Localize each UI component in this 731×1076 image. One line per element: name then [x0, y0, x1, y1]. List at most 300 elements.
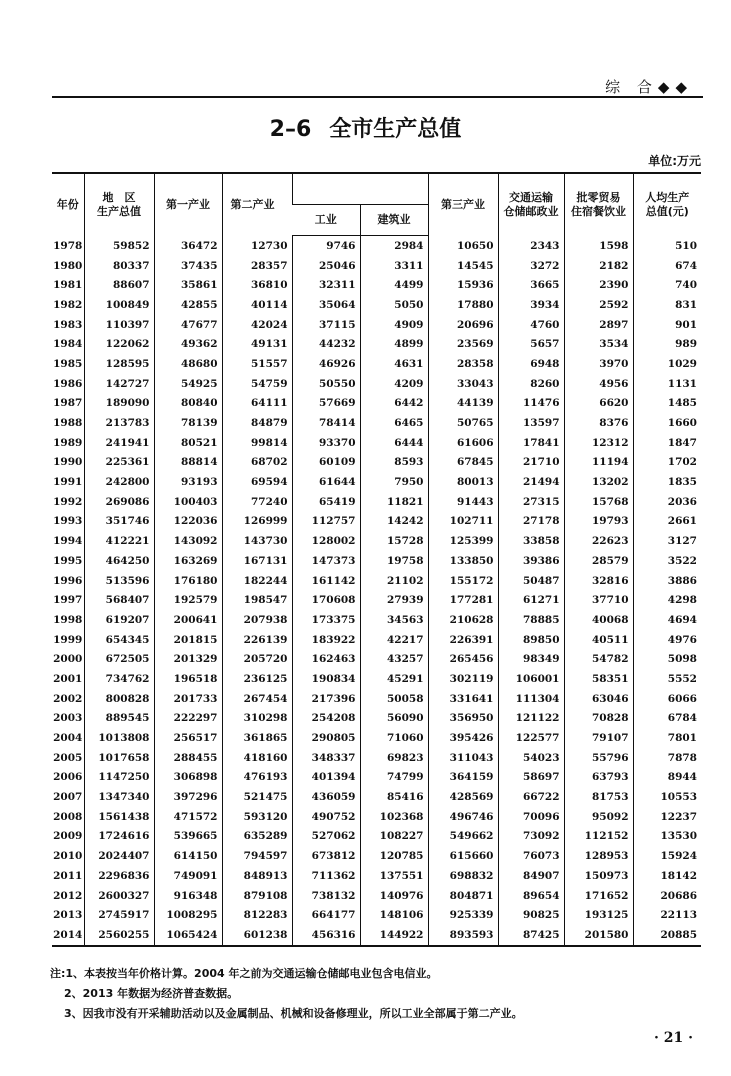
- value-cell: 6784: [633, 709, 701, 729]
- value-cell: 310298: [222, 709, 292, 729]
- value-cell: 45291: [360, 669, 428, 689]
- value-cell: 40511: [564, 630, 633, 650]
- value-cell: 711362: [292, 866, 360, 886]
- value-cell: 50765: [428, 413, 498, 433]
- col-construction: 建筑业: [360, 205, 428, 236]
- value-cell: 207938: [222, 610, 292, 630]
- value-cell: 889545: [84, 709, 154, 729]
- value-cell: 306898: [154, 768, 222, 788]
- value-cell: 225361: [84, 453, 154, 473]
- value-cell: 89850: [498, 630, 564, 650]
- year-cell: 1991: [53, 476, 83, 489]
- value-cell: 302119: [428, 669, 498, 689]
- value-cell: 654345: [84, 630, 154, 650]
- value-cell: 142727: [84, 374, 154, 394]
- value-cell: 738132: [292, 886, 360, 906]
- value-cell: 1724616: [84, 827, 154, 847]
- value-cell: 80840: [154, 394, 222, 414]
- value-cell: 210628: [428, 610, 498, 630]
- value-cell: 14545: [428, 256, 498, 276]
- value-cell: 226139: [222, 630, 292, 650]
- value-cell: 176180: [154, 571, 222, 591]
- value-cell: 196518: [154, 669, 222, 689]
- table-row: [52, 649, 701, 669]
- value-cell: 6465: [360, 413, 428, 433]
- year-cell: 1984: [53, 338, 83, 351]
- value-cell: 471572: [154, 807, 222, 827]
- value-cell: 1065424: [154, 925, 222, 946]
- value-cell: 22623: [564, 531, 633, 551]
- value-cell: 241941: [84, 433, 154, 453]
- table-row: [52, 925, 701, 946]
- value-cell: 916348: [154, 886, 222, 906]
- value-cell: 48680: [154, 354, 222, 374]
- table-row: [52, 905, 701, 925]
- value-cell: 311043: [428, 748, 498, 768]
- value-cell: 401394: [292, 768, 360, 788]
- value-cell: 140976: [360, 886, 428, 906]
- value-cell: 173375: [292, 610, 360, 630]
- table-row: [52, 453, 701, 473]
- value-cell: 28579: [564, 551, 633, 571]
- value-cell: 331641: [428, 689, 498, 709]
- value-cell: 8593: [360, 453, 428, 473]
- value-cell: 3272: [498, 256, 564, 276]
- value-cell: 201733: [154, 689, 222, 709]
- value-cell: 11194: [564, 453, 633, 473]
- value-cell: 5098: [633, 649, 701, 669]
- value-cell: 7950: [360, 472, 428, 492]
- value-cell: 2897: [564, 315, 633, 335]
- value-cell: 288455: [154, 748, 222, 768]
- value-cell: 143092: [154, 531, 222, 551]
- year-cell: 1994: [53, 535, 83, 548]
- value-cell: 348337: [292, 748, 360, 768]
- value-cell: 177281: [428, 590, 498, 610]
- year-cell: 1990: [53, 456, 83, 469]
- value-cell: 133850: [428, 551, 498, 571]
- value-cell: 78414: [292, 413, 360, 433]
- value-cell: 192579: [154, 590, 222, 610]
- value-cell: 1017658: [84, 748, 154, 768]
- value-cell: 4956: [564, 374, 633, 394]
- year-cell: 2010: [53, 850, 83, 863]
- value-cell: 84907: [498, 866, 564, 886]
- year-cell: 2006: [53, 771, 83, 784]
- value-cell: 182244: [222, 571, 292, 591]
- footnote: 3、因我市没有开采辅助活动以及金属制品、机械和设备修理业，所以工业全部属于第二产业。: [64, 1007, 523, 1020]
- value-cell: 1561438: [84, 807, 154, 827]
- value-cell: 27939: [360, 590, 428, 610]
- value-cell: 93193: [154, 472, 222, 492]
- value-cell: 2343: [498, 236, 564, 256]
- year-cell: 2013: [53, 909, 83, 922]
- value-cell: 17880: [428, 295, 498, 315]
- value-cell: 496746: [428, 807, 498, 827]
- value-cell: 20696: [428, 315, 498, 335]
- year-cell: 2005: [53, 751, 83, 764]
- value-cell: 78885: [498, 610, 564, 630]
- value-cell: 5050: [360, 295, 428, 315]
- value-cell: 893593: [428, 925, 498, 946]
- table-row: [52, 669, 701, 689]
- table-row: [52, 610, 701, 630]
- value-cell: 47677: [154, 315, 222, 335]
- table-row: [52, 394, 701, 414]
- value-cell: 79107: [564, 728, 633, 748]
- year-cell: 1993: [53, 515, 83, 528]
- value-cell: 15924: [633, 846, 701, 866]
- value-cell: 7878: [633, 748, 701, 768]
- value-cell: 19758: [360, 551, 428, 571]
- value-cell: 698832: [428, 866, 498, 886]
- table-row: [52, 689, 701, 709]
- value-cell: 4760: [498, 315, 564, 335]
- unit-label: 单位:万元: [648, 154, 701, 168]
- year-cell: 2011: [53, 869, 83, 882]
- value-cell: 490752: [292, 807, 360, 827]
- value-cell: 5657: [498, 334, 564, 354]
- value-cell: 2296836: [84, 866, 154, 886]
- year-cell: 1981: [53, 279, 83, 292]
- value-cell: 6444: [360, 433, 428, 453]
- value-cell: 879108: [222, 886, 292, 906]
- year-cell: 1985: [53, 357, 83, 370]
- value-cell: 27178: [498, 512, 564, 532]
- value-cell: 989: [633, 334, 701, 354]
- value-cell: 412221: [84, 531, 154, 551]
- value-cell: 40114: [222, 295, 292, 315]
- value-cell: 901: [633, 315, 701, 335]
- col-secondary-sub-header: [292, 173, 428, 205]
- value-cell: 34563: [360, 610, 428, 630]
- value-cell: 12730: [222, 236, 292, 256]
- col-transport: 交通运输 仓储邮政业: [498, 173, 564, 236]
- value-cell: 13530: [633, 827, 701, 847]
- value-cell: 59852: [84, 236, 154, 256]
- value-cell: 91443: [428, 492, 498, 512]
- value-cell: 1847: [633, 433, 701, 453]
- table-row: [52, 886, 701, 906]
- value-cell: 80013: [428, 472, 498, 492]
- value-cell: 11821: [360, 492, 428, 512]
- value-cell: 35064: [292, 295, 360, 315]
- value-cell: 148106: [360, 905, 428, 925]
- value-cell: 50550: [292, 374, 360, 394]
- value-cell: 265456: [428, 649, 498, 669]
- value-cell: 351746: [84, 512, 154, 532]
- value-cell: 61271: [498, 590, 564, 610]
- value-cell: 1660: [633, 413, 701, 433]
- value-cell: 50487: [498, 571, 564, 591]
- table-row: [52, 295, 701, 315]
- value-cell: 201815: [154, 630, 222, 650]
- value-cell: 122577: [498, 728, 564, 748]
- value-cell: 242800: [84, 472, 154, 492]
- table-row: [52, 807, 701, 827]
- value-cell: 11476: [498, 394, 564, 414]
- value-cell: 88814: [154, 453, 222, 473]
- value-cell: 54782: [564, 649, 633, 669]
- value-cell: 1008295: [154, 905, 222, 925]
- value-cell: 734762: [84, 669, 154, 689]
- value-cell: 102711: [428, 512, 498, 532]
- header-rule: [52, 96, 703, 98]
- value-cell: 78139: [154, 413, 222, 433]
- year-cell: 2002: [53, 692, 83, 705]
- value-cell: 794597: [222, 846, 292, 866]
- year-cell: 1978: [53, 239, 83, 252]
- value-cell: 6620: [564, 394, 633, 414]
- value-cell: 137551: [360, 866, 428, 886]
- value-cell: 69823: [360, 748, 428, 768]
- section-header: 综 合◆◆: [605, 78, 693, 96]
- value-cell: 356950: [428, 709, 498, 729]
- value-cell: 54023: [498, 748, 564, 768]
- value-cell: 6948: [498, 354, 564, 374]
- table-row: [52, 275, 701, 295]
- value-cell: 17841: [498, 433, 564, 453]
- value-cell: 925339: [428, 905, 498, 925]
- value-cell: 364159: [428, 768, 498, 788]
- value-cell: 4976: [633, 630, 701, 650]
- value-cell: 66722: [498, 787, 564, 807]
- value-cell: 93370: [292, 433, 360, 453]
- value-cell: 44139: [428, 394, 498, 414]
- value-cell: 10553: [633, 787, 701, 807]
- value-cell: 106001: [498, 669, 564, 689]
- value-cell: 65419: [292, 492, 360, 512]
- value-cell: 601238: [222, 925, 292, 946]
- value-cell: 155172: [428, 571, 498, 591]
- table-row: [52, 472, 701, 492]
- value-cell: 269086: [84, 492, 154, 512]
- value-cell: 33858: [498, 531, 564, 551]
- value-cell: 4499: [360, 275, 428, 295]
- value-cell: 2745917: [84, 905, 154, 925]
- value-cell: 428569: [428, 787, 498, 807]
- value-cell: 2390: [564, 275, 633, 295]
- year-cell: 2009: [53, 830, 83, 843]
- value-cell: 54925: [154, 374, 222, 394]
- value-cell: 56090: [360, 709, 428, 729]
- value-cell: 128953: [564, 846, 633, 866]
- value-cell: 122062: [84, 334, 154, 354]
- value-cell: 513596: [84, 571, 154, 591]
- value-cell: 3311: [360, 256, 428, 276]
- value-cell: 13597: [498, 413, 564, 433]
- value-cell: 8944: [633, 768, 701, 788]
- table-row: [52, 728, 701, 748]
- col-per-capita: 人均生产 总值(元): [633, 173, 701, 236]
- value-cell: 436059: [292, 787, 360, 807]
- value-cell: 3934: [498, 295, 564, 315]
- value-cell: 99814: [222, 433, 292, 453]
- table-row: [52, 768, 701, 788]
- value-cell: 49362: [154, 334, 222, 354]
- value-cell: 6066: [633, 689, 701, 709]
- value-cell: 2024407: [84, 846, 154, 866]
- value-cell: 120785: [360, 846, 428, 866]
- value-cell: 76073: [498, 846, 564, 866]
- table-row: [52, 787, 701, 807]
- title-number: 2–6: [269, 117, 312, 142]
- value-cell: 147373: [292, 551, 360, 571]
- year-cell: 1992: [53, 495, 83, 508]
- value-cell: 20885: [633, 925, 701, 946]
- value-cell: 128595: [84, 354, 154, 374]
- page-title: [0, 112, 731, 143]
- value-cell: 161142: [292, 571, 360, 591]
- value-cell: 110397: [84, 315, 154, 335]
- value-cell: 18142: [633, 866, 701, 886]
- value-cell: 126999: [222, 512, 292, 532]
- value-cell: 4209: [360, 374, 428, 394]
- year-cell: 1996: [53, 574, 83, 587]
- value-cell: 150973: [564, 866, 633, 886]
- value-cell: 568407: [84, 590, 154, 610]
- table-row: [52, 709, 701, 729]
- value-cell: 28358: [428, 354, 498, 374]
- value-cell: 13202: [564, 472, 633, 492]
- value-cell: 8260: [498, 374, 564, 394]
- year-cell: 2014: [52, 925, 84, 946]
- value-cell: 635289: [222, 827, 292, 847]
- value-cell: 112152: [564, 827, 633, 847]
- value-cell: 2560255: [84, 925, 154, 946]
- value-cell: 614150: [154, 846, 222, 866]
- value-cell: 4694: [633, 610, 701, 630]
- value-cell: 108227: [360, 827, 428, 847]
- value-cell: 804871: [428, 886, 498, 906]
- table-row: [52, 433, 701, 453]
- value-cell: 55796: [564, 748, 633, 768]
- year-cell: 1983: [53, 318, 83, 331]
- col-year: 年份: [56, 197, 79, 211]
- value-cell: 61606: [428, 433, 498, 453]
- value-cell: 664177: [292, 905, 360, 925]
- value-cell: 615660: [428, 846, 498, 866]
- value-cell: 236125: [222, 669, 292, 689]
- table-row: [52, 571, 701, 591]
- value-cell: 5552: [633, 669, 701, 689]
- value-cell: 740: [633, 275, 701, 295]
- value-cell: 125399: [428, 531, 498, 551]
- value-cell: 50058: [360, 689, 428, 709]
- value-cell: 418160: [222, 748, 292, 768]
- value-cell: 69594: [222, 472, 292, 492]
- value-cell: 1702: [633, 453, 701, 473]
- table-row: [52, 236, 701, 256]
- value-cell: 361865: [222, 728, 292, 748]
- table-row: [52, 413, 701, 433]
- value-cell: 58697: [498, 768, 564, 788]
- value-cell: 476193: [222, 768, 292, 788]
- table-row: [52, 512, 701, 532]
- value-cell: 100403: [154, 492, 222, 512]
- value-cell: 2600327: [84, 886, 154, 906]
- value-cell: 163269: [154, 551, 222, 571]
- year-cell: 1988: [53, 417, 83, 430]
- table-row: [52, 315, 701, 335]
- value-cell: 70096: [498, 807, 564, 827]
- table-row: [52, 531, 701, 551]
- value-cell: 1347340: [84, 787, 154, 807]
- value-cell: 42855: [154, 295, 222, 315]
- value-cell: 122036: [154, 512, 222, 532]
- value-cell: 3970: [564, 354, 633, 374]
- value-cell: 143730: [222, 531, 292, 551]
- value-cell: 144922: [360, 925, 428, 946]
- value-cell: 3127: [633, 531, 701, 551]
- year-cell: 2000: [53, 653, 83, 666]
- value-cell: 162463: [292, 649, 360, 669]
- value-cell: 15936: [428, 275, 498, 295]
- value-cell: 43257: [360, 649, 428, 669]
- col-tertiary: 第三产业: [428, 173, 498, 236]
- value-cell: 58351: [564, 669, 633, 689]
- value-cell: 549662: [428, 827, 498, 847]
- value-cell: 848913: [222, 866, 292, 886]
- value-cell: 42217: [360, 630, 428, 650]
- value-cell: 74799: [360, 768, 428, 788]
- value-cell: 37710: [564, 590, 633, 610]
- year-cell: 2008: [53, 810, 83, 823]
- value-cell: 3534: [564, 334, 633, 354]
- value-cell: 128002: [292, 531, 360, 551]
- value-cell: 1029: [633, 354, 701, 374]
- value-cell: 205720: [222, 649, 292, 669]
- value-cell: 32816: [564, 571, 633, 591]
- value-cell: 14242: [360, 512, 428, 532]
- value-cell: 36472: [154, 236, 222, 256]
- value-cell: 57669: [292, 394, 360, 414]
- footnote: 注:1、本表按当年价格计算。2004 年之前为交通运输仓储邮电业包含电信业。: [50, 967, 438, 980]
- table-row: [52, 354, 701, 374]
- col-trade: 批零贸易 住宿餐饮业: [564, 173, 633, 236]
- value-cell: 73092: [498, 827, 564, 847]
- value-cell: 6442: [360, 394, 428, 414]
- value-cell: 15728: [360, 531, 428, 551]
- value-cell: 36810: [222, 275, 292, 295]
- value-cell: 267454: [222, 689, 292, 709]
- value-cell: 27315: [498, 492, 564, 512]
- value-cell: 89654: [498, 886, 564, 906]
- value-cell: 2984: [360, 236, 428, 256]
- year-cell: 2001: [53, 672, 83, 685]
- table-row: [52, 334, 701, 354]
- value-cell: 8376: [564, 413, 633, 433]
- value-cell: 217396: [292, 689, 360, 709]
- col-primary: 第一产业: [154, 173, 222, 236]
- value-cell: 28357: [222, 256, 292, 276]
- title-text: 全市生产总值: [329, 117, 462, 142]
- value-cell: 19793: [564, 512, 633, 532]
- table-row: [52, 827, 701, 847]
- value-cell: 102368: [360, 807, 428, 827]
- value-cell: 37115: [292, 315, 360, 335]
- value-cell: 95092: [564, 807, 633, 827]
- year-cell: 1986: [53, 377, 83, 390]
- value-cell: 831: [633, 295, 701, 315]
- table-row: [52, 492, 701, 512]
- value-cell: 2036: [633, 492, 701, 512]
- value-cell: 67845: [428, 453, 498, 473]
- year-cell: 2007: [53, 791, 83, 804]
- year-cell: 1989: [53, 436, 83, 449]
- value-cell: 395426: [428, 728, 498, 748]
- value-cell: 7801: [633, 728, 701, 748]
